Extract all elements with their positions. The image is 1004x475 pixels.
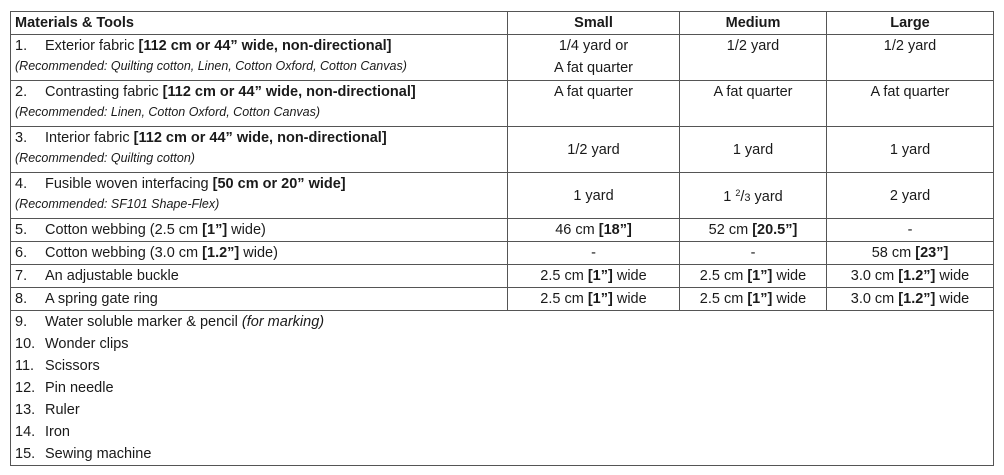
large-cell xyxy=(827,265,994,288)
small-cell xyxy=(508,265,680,288)
item-name-tail: wide) xyxy=(227,222,266,238)
tool-row xyxy=(11,421,994,443)
medium-cell xyxy=(680,288,827,311)
tool-note: (for marking) xyxy=(241,314,325,330)
header-small: Small xyxy=(508,12,680,35)
header-materials-tools: Materials & Tools xyxy=(11,12,508,35)
material-cell xyxy=(11,173,508,219)
header-medium: Medium xyxy=(680,12,827,35)
item-note: (Recommended: Quilting cotton) xyxy=(15,151,195,165)
item-name: An adjustable buckle xyxy=(45,268,179,284)
tool-row xyxy=(11,333,994,355)
tool-cell xyxy=(11,355,994,377)
medium-cell: 1/2 yard xyxy=(680,35,827,81)
tool-name: Ruler xyxy=(45,402,80,418)
large-value-imperial: [23”] xyxy=(915,245,949,261)
item-spec: [112 cm or 44” wide, non-directional] xyxy=(133,130,387,146)
item-spec: [1.2”] xyxy=(202,245,240,261)
large-value-imperial: [1.2”] xyxy=(898,268,936,284)
medium-value-unit: wide xyxy=(772,268,807,284)
item-number: 5. xyxy=(15,222,28,238)
small-value-imperial: [1”] xyxy=(587,268,613,284)
table-row xyxy=(11,219,994,242)
small-cell: 1/2 yard xyxy=(508,127,680,173)
large-cell xyxy=(827,288,994,311)
material-cell xyxy=(11,127,508,173)
small-value: 46 cm xyxy=(555,222,599,238)
large-cell: 1 yard xyxy=(827,127,994,173)
item-name: Cotton webbing (2.5 cm xyxy=(45,222,203,238)
medium-cell xyxy=(680,219,827,242)
small-value: 2.5 cm xyxy=(540,268,588,284)
tool-name: Wonder clips xyxy=(45,336,129,352)
large-cell: - xyxy=(827,219,994,242)
item-spec: [112 cm or 44” wide, non-directional] xyxy=(138,38,392,54)
large-value-unit: wide xyxy=(935,268,970,284)
large-cell: 2 yard xyxy=(827,173,994,219)
tool-cell xyxy=(11,399,994,421)
tool-name: Pin needle xyxy=(45,380,114,396)
item-number: 11. xyxy=(15,358,35,374)
item-number: 9. xyxy=(15,314,28,330)
item-number: 12. xyxy=(15,380,36,396)
material-cell xyxy=(11,265,508,288)
medium-value-imperial: [1”] xyxy=(747,268,773,284)
material-cell xyxy=(11,242,508,265)
medium-cell: 1 $^2$/3 yard xyxy=(680,173,827,219)
tool-row xyxy=(11,399,994,421)
large-value: 3.0 cm xyxy=(850,291,899,307)
tool-row xyxy=(11,443,994,466)
tool-name: Sewing machine xyxy=(45,446,152,462)
medium-value-imperial: [1”] xyxy=(747,291,773,307)
item-number: 8. xyxy=(15,291,28,307)
small-value: 1/4 yard or xyxy=(558,38,629,54)
table-row xyxy=(11,288,994,311)
materials-table xyxy=(10,11,994,466)
small-value-imperial: [18”] xyxy=(598,222,632,238)
material-cell xyxy=(11,219,508,242)
item-name-tail: wide) xyxy=(239,245,278,261)
medium-value: 2.5 cm xyxy=(699,291,748,307)
medium-value-imperial: [20.5”] xyxy=(752,222,798,238)
fraction-numerator: 2 xyxy=(735,188,741,198)
material-cell xyxy=(11,81,508,127)
header-row xyxy=(11,12,994,35)
small-cell: 1 yard xyxy=(508,173,680,219)
item-note: (Recommended: SF101 Shape-Flex) xyxy=(15,197,220,211)
item-number: 7. xyxy=(15,268,28,284)
small-cell: - xyxy=(508,242,680,265)
tool-cell xyxy=(11,377,994,399)
medium-value: 2.5 cm xyxy=(699,268,748,284)
table-row xyxy=(11,242,994,265)
item-number: 15. xyxy=(15,446,36,462)
item-name: A spring gate ring xyxy=(45,291,158,307)
item-note: (Recommended: Quilting cotton, Linen, Cotton Oxford, Cotton Canvas) xyxy=(15,59,407,73)
tool-cell xyxy=(11,443,994,466)
medium-cell xyxy=(680,265,827,288)
tool-name: Iron xyxy=(45,424,70,440)
item-number: 2. xyxy=(15,84,28,100)
medium-cell: A fat quarter xyxy=(680,81,827,127)
item-note: (Recommended: Linen, Cotton Oxford, Cotton Canvas) xyxy=(15,105,321,119)
item-number: 1. xyxy=(15,38,28,54)
medium-value: 52 cm xyxy=(708,222,753,238)
small-value-unit: wide xyxy=(612,291,647,307)
large-cell: 1/2 yard xyxy=(827,35,994,81)
medium-value-unit: wide xyxy=(772,291,807,307)
tool-row xyxy=(11,377,994,399)
small-value-imperial: [1”] xyxy=(587,291,613,307)
large-value-imperial: [1.2”] xyxy=(898,291,936,307)
small-value-unit: wide xyxy=(612,268,647,284)
item-name: Exterior fabric xyxy=(45,38,139,54)
material-cell xyxy=(11,288,508,311)
item-number: 6. xyxy=(15,245,28,261)
medium-cell: 1 yard xyxy=(680,127,827,173)
item-spec: [50 cm or 20” wide] xyxy=(212,176,346,192)
tool-name: Scissors xyxy=(45,358,100,374)
small-cell xyxy=(508,219,680,242)
tool-cell xyxy=(11,311,994,334)
fraction-denominator: 3 xyxy=(744,192,751,204)
small-value-alt: A fat quarter xyxy=(554,60,633,76)
fraction-whole: 1 xyxy=(723,189,736,205)
item-number: 14. xyxy=(15,424,36,440)
table-row xyxy=(11,81,994,127)
medium-cell: - xyxy=(680,242,827,265)
table-row xyxy=(11,173,994,219)
item-spec: [1”] xyxy=(202,222,228,238)
header-large: Large xyxy=(827,12,994,35)
small-cell: A fat quarter xyxy=(508,81,680,127)
tool-row xyxy=(11,311,994,334)
table-row xyxy=(11,35,994,81)
large-cell xyxy=(827,242,994,265)
material-cell xyxy=(11,35,508,81)
small-value: 2.5 cm xyxy=(540,291,588,307)
table-row xyxy=(11,127,994,173)
item-number: 3. xyxy=(15,130,28,146)
item-number: 13. xyxy=(15,402,36,418)
item-name: Fusible woven interfacing xyxy=(45,176,213,192)
item-number: 10. xyxy=(15,336,36,352)
item-name: Interior fabric xyxy=(45,130,134,146)
item-number: 4. xyxy=(15,176,28,192)
item-name: Contrasting fabric xyxy=(45,84,163,100)
large-cell: A fat quarter xyxy=(827,81,994,127)
table-row xyxy=(11,265,994,288)
fraction-unit: yard xyxy=(750,189,783,205)
small-cell xyxy=(508,35,680,81)
small-cell xyxy=(508,288,680,311)
tool-row xyxy=(11,355,994,377)
item-spec: [112 cm or 44” wide, non-directional] xyxy=(162,84,416,100)
item-name: Cotton webbing (3.0 cm xyxy=(45,245,203,261)
large-value: 3.0 cm xyxy=(850,268,899,284)
large-value: 58 cm xyxy=(871,245,916,261)
large-value-unit: wide xyxy=(935,291,970,307)
tool-cell xyxy=(11,333,994,355)
tool-cell xyxy=(11,421,994,443)
tool-name: Water soluble marker & pencil xyxy=(45,314,242,330)
